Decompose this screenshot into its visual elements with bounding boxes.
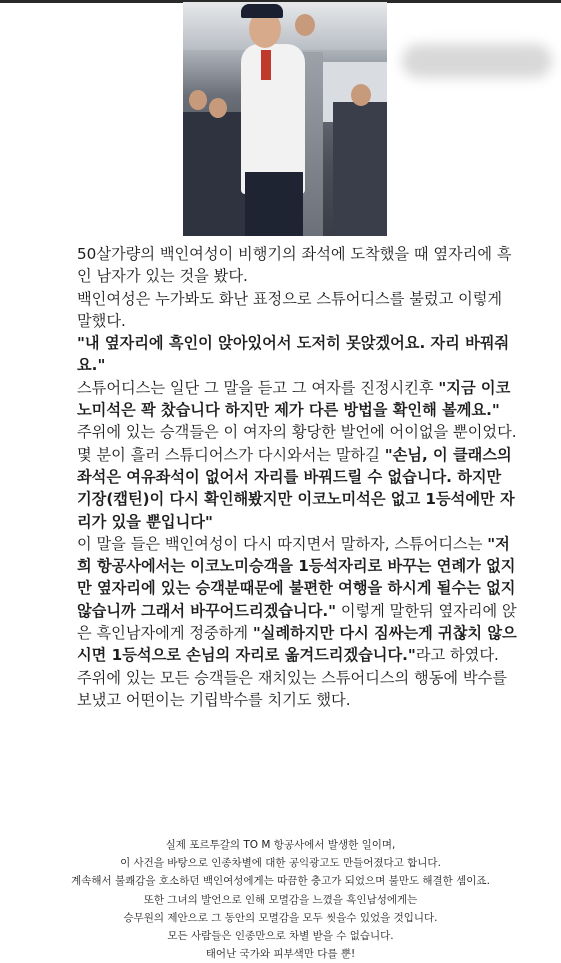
story-sentence: 이 말을 들은 백인여성이 다시 따지면서 말하자, 스튜어디스는: [77, 534, 488, 553]
story-quote: "손님, 이 클래스의 좌석은 여유좌석이 없어서 자리를 바꿔드릴 수 없습니다. 하지만 기장(캡틴)이 다시 확인해봤지만 이코노미석은 없고 1등석에만 자리가 있을 뿐입니다": [77, 445, 515, 531]
left-seats: [183, 112, 247, 236]
story-sentence: 라고 하였다.: [415, 646, 499, 665]
footer-line: 또한 그녀의 발언으로 인해 모멸감을 느꼈을 흑인남성에게는: [143, 893, 418, 906]
footer-note: [20, 836, 541, 963]
story-paragraph: [77, 288, 517, 333]
blurred-username: [402, 44, 552, 78]
passenger-head: [295, 14, 315, 36]
footer-line: 실제 포르투갈의 TO M 항공사에서 발생한 일이며,: [165, 839, 396, 851]
story-paragraph: [77, 332, 517, 377]
story-quote: "지금 이코노미석은 꽉 찼습니다 하지만 제가 다른 방법을 확인해 볼께요.": [77, 378, 511, 420]
flight-attendant-photo: [183, 2, 387, 236]
footer-line: 이 사건을 바탕으로 인종차별에 대한 공익광고도 만들어졌다고 합니다.: [120, 857, 441, 870]
footer-line: 태어난 국가와 피부색만 다를 뿐!: [205, 948, 356, 961]
attendant-scarf: [261, 50, 271, 80]
attendant-hat: [241, 4, 283, 18]
story-paragraph: [77, 444, 517, 533]
story-sentence: 주위에 있는 승객들은 이 여자의 황당한 발언에 어이없을 뿐이었다.: [77, 423, 517, 442]
story-sentence: 몇 분이 흘러 스튜디어스가 다시와서는 말하길: [77, 445, 385, 464]
story-sentence: 스튜어디스는 일단 그 말을 듣고 그 여자를 진정시킨후: [77, 378, 439, 397]
story-quote: "내 옆자리에 흑인이 앉아있어서 도저히 못앉겠어요. 자리 바꿔줘요.": [77, 334, 510, 375]
right-seats: [333, 102, 387, 236]
footer-line: 승무원의 제안으로 그 동안의 모멸감을 모두 씻을수 있었을 것입니다.: [123, 911, 438, 924]
story-paragraph: [77, 533, 517, 667]
story-sentence: 이렇게 말한뒤 옆자리에 앉은 흑인남자에게 정중하게: [77, 601, 517, 643]
story-text: [77, 243, 517, 711]
story-paragraph: [77, 377, 517, 422]
passenger-head: [351, 84, 371, 106]
story-paragraph: [77, 243, 517, 288]
story-sentence: 50살가량의 백인여성이 비행기의 좌석에 도착했을 때 옆자리에 흑인 남자가 있는 것을 봤다.: [77, 245, 512, 286]
attendant-skirt: [245, 172, 303, 236]
story-sentence: 백인여성은 누가봐도 화난 표정으로 스튜어디스를 불렀고 이렇게 말했다.: [77, 289, 503, 330]
story-sentence: 주위에 있는 모든 승객들은 재치있는 스튜어디스의 행동에 박수를 보냈고 어떤이는 기립박수를 치기도 했다.: [77, 668, 507, 709]
story-paragraph: [77, 667, 517, 712]
cabin-ceiling: [183, 2, 387, 50]
passenger-head: [189, 90, 207, 110]
story-quote: "저희 항공사에서는 이코노미승객을 1등석자리로 바꾸는 연례가 없지만 옆자리에 있는 승객분때문에 불편한 여행을 하시게 될수는 없지 않습니까 그래서 바꾸어드리겠습니다.": [77, 534, 516, 620]
footer-line: 계속해서 불쾌감을 호소하던 백인여성에게는 따끔한 충고가 되었으며 불만도 해결한 셈이죠.: [71, 875, 490, 888]
story-paragraph: [77, 421, 517, 443]
story-quote: "실례하지만 다시 짐싸는게 귀찮치 않으시면 1등석으로 손님의 자리로 옮겨드리겠습니다.": [77, 624, 517, 665]
footer-line: 모든 사람들은 인종만으로 차별 받을 수 없습니다.: [167, 930, 394, 943]
passenger-head: [209, 98, 227, 118]
